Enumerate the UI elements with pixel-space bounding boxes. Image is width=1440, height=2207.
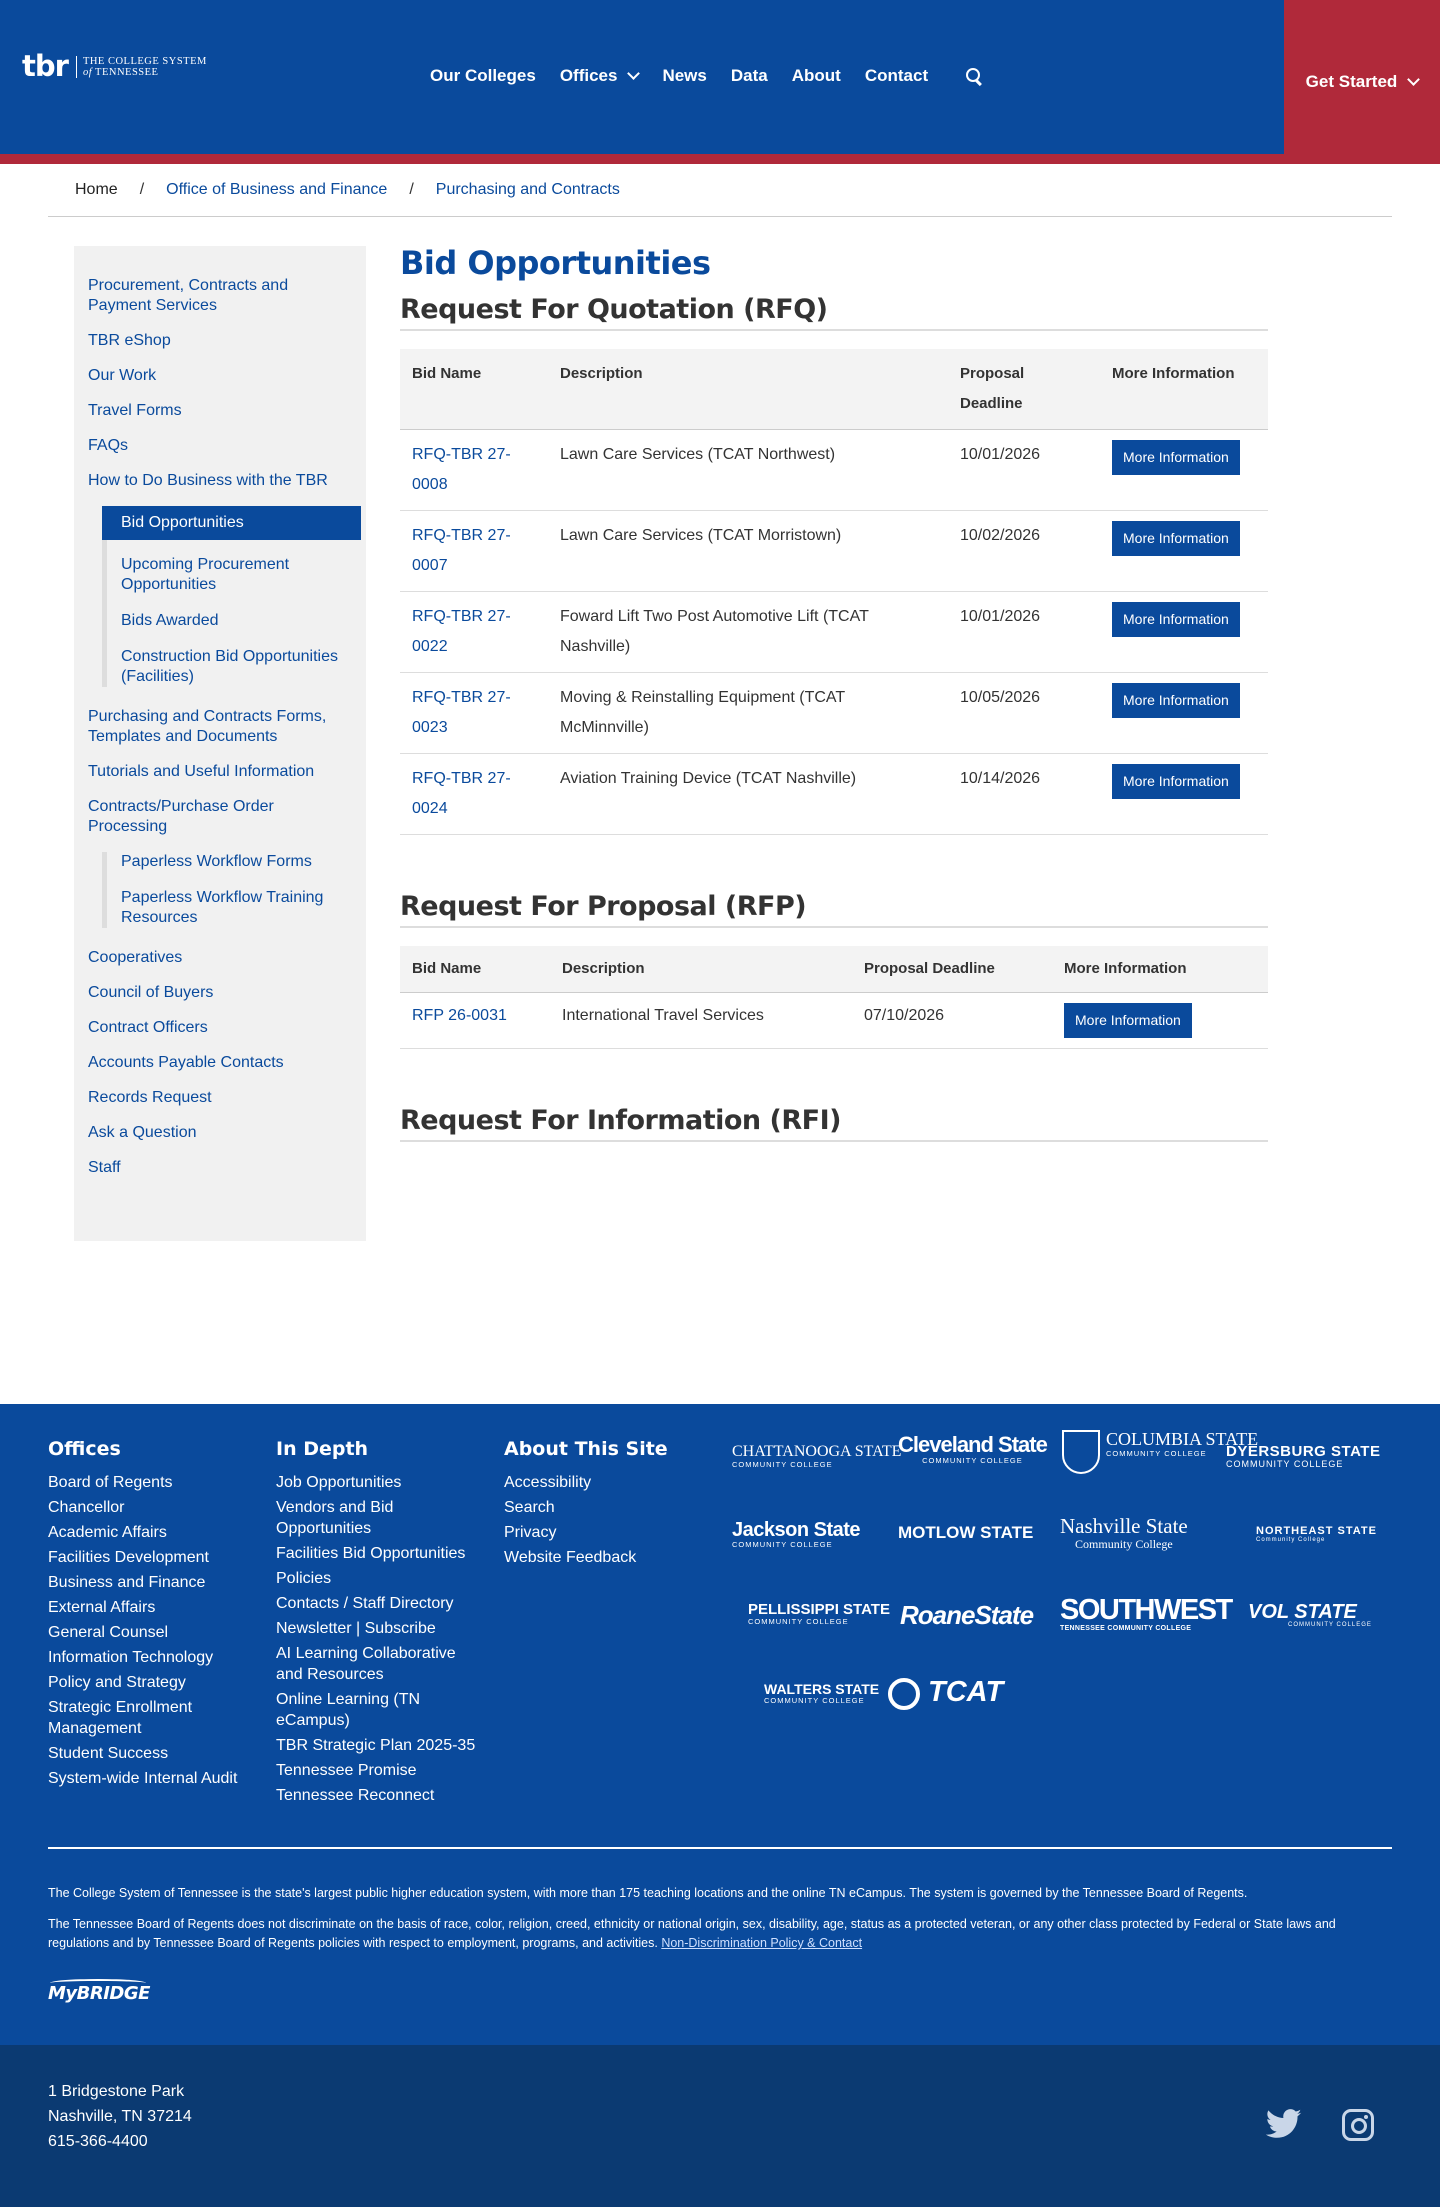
table-row [400,673,1268,754]
footer-link[interactable]: Website Feedback [504,1549,637,1566]
sidebar-item[interactable]: Records Request [88,1089,212,1106]
col-more-info: More Information [1052,946,1268,993]
col-bid-name: Bid Name [400,349,548,430]
logo-mark: tbr [22,49,68,83]
chevron-down-icon [628,67,641,80]
nav-about[interactable]: About [791,66,841,85]
breadcrumb-separator: / [409,181,414,198]
tbr-logo[interactable] [22,49,207,83]
table-row [400,754,1268,835]
nashville-state-logo[interactable]: Nashville State Community College [1060,1514,1188,1551]
breadcrumb-purchasing[interactable]: Purchasing and Contracts [435,181,620,198]
rfi-heading: Request For Information (RFI) [400,1105,1268,1142]
footer-link[interactable]: AI Learning Collaborative and Resources [276,1645,456,1683]
rfq-heading: Request For Quotation (RFQ) [400,294,1268,331]
footer-link[interactable]: Strategic Enrollment Management [48,1699,193,1737]
footer-bottom-bar [0,2045,1440,2207]
footer-about-text: The College System of Tennessee is the state's largest public higher education system, with more than 175 teaching locations and the online TN eCampus. The system is governed by the Tennessee Board of Regents. [48,1886,1248,1900]
tcat-logo[interactable]: TCAT [888,1678,1003,1707]
footer-link[interactable]: Privacy [504,1524,557,1541]
sidebar-item[interactable]: Our Work [88,367,157,384]
main-nav [430,66,984,86]
footer-link[interactable]: Online Learning (TN eCampus) [276,1691,421,1729]
footer-link[interactable]: Accessibility [504,1474,592,1491]
mybridge-logo[interactable]: MyBRIDGE [48,1983,150,2004]
table-header-row [400,946,1268,993]
footer-heading: Offices [48,1438,121,1460]
main-content [400,244,1268,1142]
footer-link[interactable]: Vendors and Bid Opportunities [276,1499,394,1537]
footer-divider [48,1847,1392,1849]
footer-offices [48,1438,258,1793]
bid-description: Lawn Care Services (TCAT Morristown) [548,511,948,592]
sidebar-item[interactable]: How to Do Business with the TBR [88,472,328,489]
table-row [400,511,1268,592]
table-row [400,592,1268,673]
col-deadline: Proposal Deadline [948,349,1100,430]
bid-deadline: 10/01/2026 [948,592,1100,673]
bid-deadline: 07/10/2026 [852,993,1052,1049]
nav-news[interactable]: News [662,66,707,85]
address: 1 Bridgestone Park Nashville, TN 37214 615-366-4400 [48,2083,192,2150]
footer-heading: About This Site [504,1438,668,1460]
footer-link[interactable]: Job Opportunities [276,1474,402,1491]
shield-icon [1062,1430,1100,1474]
footer-link[interactable]: TBR Strategic Plan 2025-35 [276,1737,476,1754]
rfp-heading: Request For Proposal (RFP) [400,891,1268,928]
sidebar-item[interactable]: Staff [88,1159,121,1176]
footer-link[interactable]: Chancellor [48,1499,125,1516]
table-row [400,430,1268,511]
footer-link[interactable]: Policies [276,1570,332,1587]
bid-link[interactable]: RFP 26-0031 [412,1007,507,1024]
sidebar-item[interactable]: Purchasing and Contracts Forms, Templates and Documents [88,708,327,745]
footer-link[interactable]: Tennessee Reconnect [276,1787,435,1804]
roane-state-logo[interactable]: RoaneState [900,1600,1034,1630]
footer-link[interactable]: Facilities Bid Opportunities [276,1545,466,1562]
southwest-logo[interactable]: SOUTHWEST TENNESSEE COMMUNITY COLLEGE [1060,1594,1232,1632]
sidebar-item[interactable]: TBR eShop [88,332,171,349]
footer-link[interactable]: General Counsel [48,1624,169,1641]
nav-contact[interactable]: Contact [864,66,929,85]
footer-link[interactable]: External Affairs [48,1599,156,1616]
rfq-table [400,349,1268,835]
bid-description: Aviation Training Device (TCAT Nashville) [548,754,948,835]
sidebar-nav [74,246,366,1241]
footer-nondiscrimination-text: The Tennessee Board of Regents does not discriminate on the basis of race, color, religion, creed, ethnicity or national origin, sex, disability, age, status as a protected veteran, or any other class protected by Federal or State laws and regulations and by Tennessee Board of Regents policies with respect to employment, programs, and activities. Non-Discrimination Policy & Contact [48,1917,1336,1950]
sidebar-subitem[interactable]: Paperless Workflow Forms [121,853,312,870]
table-header-row [400,349,1268,430]
bid-link[interactable]: RFQ-TBR 27-0024 [412,770,511,817]
cleveland-state-logo[interactable]: Cleveland State COMMUNITY COLLEGE [898,1432,1047,1465]
search-icon[interactable] [964,66,984,86]
footer-link[interactable]: Information Technology [48,1649,214,1666]
page-title: Bid Opportunities [400,244,711,282]
nav-our-colleges[interactable]: Our Colleges [430,66,536,85]
footer-about [504,1438,704,1572]
breadcrumb-separator: / [139,181,145,198]
footer-link[interactable]: Tennessee Promise [276,1762,417,1779]
breadcrumb [48,164,1392,217]
bid-link[interactable]: RFQ-TBR 27-0007 [412,527,511,574]
footer-link[interactable]: Contacts / Staff Directory [276,1595,454,1612]
logo-divider [76,56,77,78]
col-description: Description [548,349,948,430]
sidebar-item[interactable]: Procurement, Contracts and Payment Services [88,277,289,314]
bid-deadline: 10/02/2026 [948,511,1100,592]
get-started-button[interactable]: Get Started [1284,0,1440,154]
more-information-button[interactable]: More Information [1112,521,1240,556]
bid-description: International Travel Services [550,993,852,1049]
chevron-down-icon [1407,73,1420,86]
bid-link[interactable]: RFQ-TBR 27-0023 [412,689,511,736]
sidebar-item-bid-opportunities[interactable]: Bid Opportunities [102,506,361,540]
chattanooga-state-logo[interactable]: CHATTANOOGA STATE COMMUNITY COLLEGE [732,1443,902,1469]
more-information-button[interactable]: More Information [1112,440,1240,475]
footer-link[interactable]: Facilities Development [48,1549,209,1566]
twitter-icon[interactable] [1266,2109,1302,2139]
sidebar-item[interactable]: Travel Forms [88,402,182,419]
vol-state-logo[interactable]: VOL STATE COMMUNITY COLLEGE [1248,1601,1372,1628]
footer-link[interactable]: Business and Finance [48,1574,206,1591]
nav-offices[interactable]: Offices [560,66,639,86]
pellissippi-state-logo[interactable]: PELLISSIPPI STATE COMMUNITY COLLEGE [748,1601,890,1626]
sidebar-item[interactable]: Ask a Question [88,1124,197,1141]
rfp-table [400,946,1268,1049]
footer-link[interactable]: Newsletter | Subscribe [276,1620,436,1637]
sidebar-item[interactable]: Contract Officers [88,1019,208,1036]
sidebar-item[interactable]: Cooperatives [88,949,183,966]
footer-link[interactable]: Search [504,1499,555,1516]
bid-deadline: 10/01/2026 [948,430,1100,511]
bid-description: Foward Lift Two Post Automotive Lift (TCAT Nashville) [548,592,948,673]
motlow-state-logo[interactable]: MOTLOW STATE [898,1523,1034,1542]
sidebar-item[interactable]: Contracts/Purchase Order Processing [88,798,274,835]
footer-link[interactable]: System-wide Internal Audit [48,1770,238,1787]
more-information-button[interactable]: More Information [1112,683,1240,718]
sidebar-subitem[interactable]: Paperless Workflow Training Resources [121,889,324,926]
breadcrumb-business-finance[interactable]: Office of Business and Finance [166,181,388,198]
sidebar-item[interactable]: Council of Buyers [88,984,214,1001]
more-information-button[interactable]: More Information [1064,1003,1192,1038]
footer-heading: In Depth [276,1438,369,1460]
breadcrumb-home[interactable]: Home [75,181,118,198]
sidebar-item[interactable]: FAQs [88,437,129,454]
northeast-state-logo[interactable]: NORTHEAST STATE Community College [1256,1525,1377,1543]
bid-link[interactable]: RFQ-TBR 27-0022 [412,608,511,655]
more-information-button[interactable]: More Information [1112,764,1240,799]
sidebar-subitem[interactable]: Construction Bid Opportunities (Facilities) [121,648,338,685]
sidebar-item[interactable]: Tutorials and Useful Information [88,763,315,780]
footer-link[interactable]: Student Success [48,1745,169,1762]
site-footer [0,1404,1440,2045]
site-header [0,0,1440,164]
footer-link[interactable]: Policy and Strategy [48,1674,186,1691]
col-description: Description [550,946,852,993]
dyersburg-state-logo[interactable]: DYERSBURG STATE COMMUNITY COLLEGE [1226,1443,1381,1469]
footer-link[interactable]: Academic Affairs [48,1524,167,1541]
footer-in-depth [276,1438,486,1810]
col-deadline: Proposal Deadline [852,946,1052,993]
sidebar-subgroup [102,506,366,687]
bid-deadline: 10/05/2026 [948,673,1100,754]
bid-description: Lawn Care Services (TCAT Northwest) [548,430,948,511]
jackson-state-logo[interactable]: Jackson State COMMUNITY COLLEGE [732,1519,861,1549]
instagram-icon[interactable] [1342,2109,1374,2141]
col-bid-name: Bid Name [400,946,550,993]
bid-link[interactable]: RFQ-TBR 27-0008 [412,446,511,493]
col-more-info: More Information [1100,349,1268,430]
more-information-button[interactable]: More Information [1112,602,1240,637]
sidebar-subitem[interactable]: Upcoming Procurement Opportunities [121,556,290,593]
table-row [400,993,1268,1049]
nav-data[interactable]: Data [730,66,768,85]
sidebar-item[interactable]: Accounts Payable Contacts [88,1054,284,1071]
sidebar-subitem[interactable]: Bids Awarded [121,612,219,629]
footer-link[interactable]: Board of Regents [48,1474,173,1491]
nondiscrimination-policy-link[interactable]: Non-Discrimination Policy & Contact [661,1936,863,1950]
sidebar-subgroup [102,852,366,928]
logo-text: THE COLLEGE SYSTEM of TENNESSEE [82,55,207,78]
bid-deadline: 10/14/2026 [948,754,1100,835]
header-red-band [0,154,1440,164]
walters-state-logo[interactable]: WALTERS STATE COMMUNITY COLLEGE [764,1681,880,1705]
bid-description: Moving & Reinstalling Equipment (TCAT McMinnville) [548,673,948,754]
columbia-state-logo[interactable]: COLUMBIA STATE COMMUNITY COLLEGE [1062,1430,1258,1458]
tcat-gear-icon [888,1678,920,1710]
